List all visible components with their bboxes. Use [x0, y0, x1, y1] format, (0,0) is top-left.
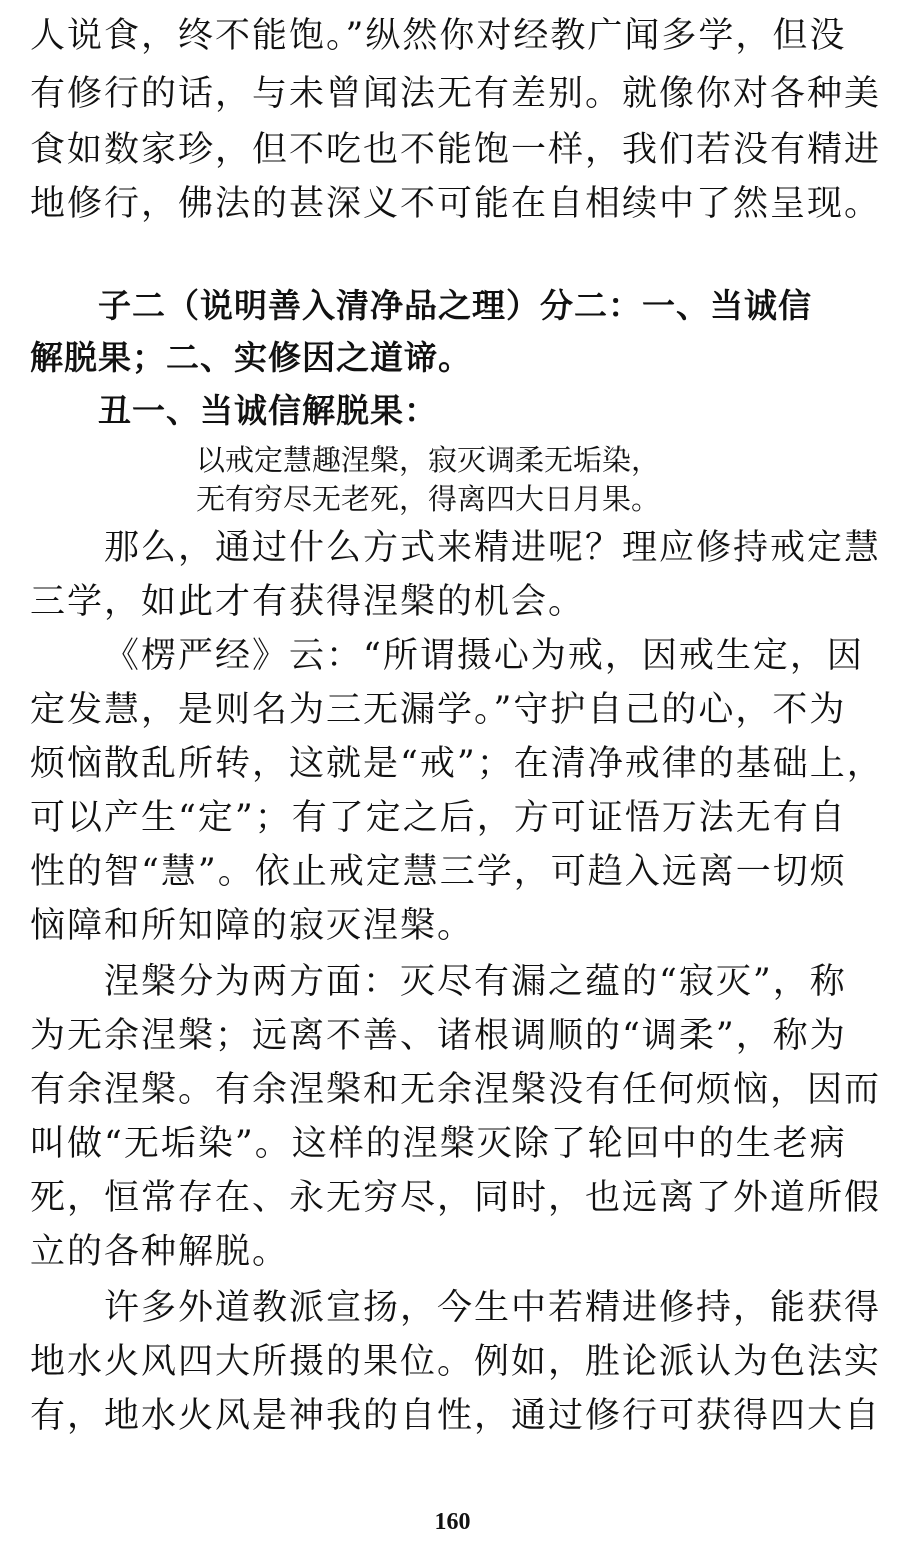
- verse-line: 以戒定慧趣涅槃，寂灭调柔无垢染，: [196, 443, 661, 477]
- section-heading: 解脱果；二、实修因之道谛。: [30, 338, 472, 377]
- body-text-line: 有修行的话，与未曾闻法无有差别。就像你对各种美: [30, 74, 882, 114]
- body-text-line: 地修行，佛法的甚深义不可能在自相续中了然呈现。: [30, 184, 882, 224]
- body-text-line: 叫做“无垢染”。这样的涅槃灭除了轮回中的生老病: [30, 1124, 847, 1164]
- subsection-heading: 丑一、当诚信解脱果：: [98, 391, 438, 430]
- body-text-line: 定发慧，是则名为三无漏学。”守护自己的心，不为: [30, 690, 847, 730]
- body-text-line: 许多外道教派宣扬，今生中若精进修持，能获得: [104, 1288, 882, 1328]
- body-text-line: 有，地水火风是神我的自性，通过修行可获得四大自: [30, 1396, 882, 1436]
- body-text-line: 烦恼散乱所转，这就是“戒”；在清净戒律的基础上，: [30, 744, 884, 784]
- body-text-line: 人说食，终不能饱。”纵然你对经教广闻多学，但没: [30, 16, 847, 56]
- body-text-line: 性的智“慧”。依止戒定慧三学，可趋入远离一切烦: [30, 852, 847, 892]
- body-text-line: 地水火风四大所摄的果位。例如，胜论派认为色法实: [30, 1342, 882, 1382]
- body-text-line: 有余涅槃。有余涅槃和无余涅槃没有任何烦恼，因而: [30, 1070, 882, 1110]
- body-text-line: 为无余涅槃；远离不善、诸根调顺的“调柔”，称为: [30, 1016, 847, 1056]
- body-text-line: 死，恒常存在、永无穷尽，同时，也远离了外道所假: [30, 1178, 882, 1218]
- section-heading: 子二（说明善入清净品之理）分二：一、当诚信: [98, 286, 812, 325]
- verse-line: 无有穷尽无老死，得离四大日月果。: [196, 482, 661, 516]
- body-text-line: 那么，通过什么方式来精进呢？理应修持戒定慧: [104, 528, 882, 568]
- body-text-line: 涅槃分为两方面：灭尽有漏之蕴的“寂灭”，称: [104, 962, 847, 1002]
- body-text-line: 恼障和所知障的寂灭涅槃。: [30, 906, 475, 946]
- body-text-line: 食如数家珍，但不吃也不能饱一样，我们若没有精进: [30, 130, 882, 170]
- body-text-line: 三学，如此才有获得涅槃的机会。: [30, 582, 586, 622]
- body-text-line: 立的各种解脱。: [30, 1232, 290, 1272]
- body-text-line: 《楞严经》云：“所谓摄心为戒，因戒生定，因: [104, 636, 864, 676]
- body-text-line: 可以产生“定”；有了定之后，方可证悟万法无有自: [30, 798, 847, 838]
- page-number: 160: [434, 1509, 471, 1535]
